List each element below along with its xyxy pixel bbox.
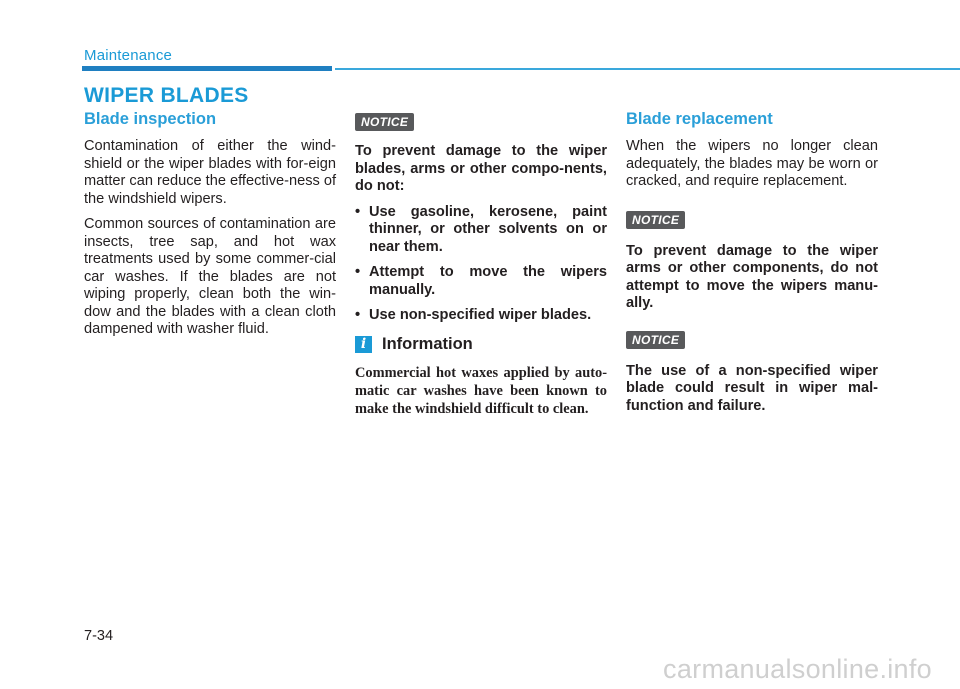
list-item: • Attempt to move the wipers manually. [355, 264, 607, 298]
list-item: • Use non-specified wiper blades. [355, 307, 592, 323]
notice-badge: NOTICE [626, 331, 685, 349]
watermark: carmanualsonline.info [663, 654, 932, 684]
page-number: 7-34 [84, 628, 114, 644]
bullet-icon: • [355, 203, 361, 220]
notice-badge: NOTICE [626, 211, 685, 229]
bullet-icon: • [355, 264, 361, 280]
notice-text: The use of a non-specified wiper blade could result in wiper mal-function and failure. [626, 362, 878, 414]
list-item: • Use gasoline, kerosene, paint thinner, or other solvents on or near them. [355, 203, 607, 255]
notice-text: To prevent damage to the wiper arms or other components, do not attempt to move the wipers manu-ally. [626, 242, 878, 311]
blade-inspection-heading: Blade inspection [84, 110, 217, 128]
information-header [355, 335, 607, 354]
replacement-paragraph: When the wipers no longer clean adequately, the blades may be worn or cracked, and require replacement. [626, 138, 878, 189]
info-icon: i [355, 336, 372, 353]
inspection-paragraph-2: Common sources of contamination are insects, tree sap, and hot wax treatments used by some commer-cial car washes. If the blades are not wiping properly, clean both the win-dow and the blades with a clean cloth dampened with washer fluid. [84, 216, 336, 337]
information-title: Information [382, 334, 473, 353]
page-title: WIPER BLADES [84, 84, 249, 107]
header-rule-dark [82, 66, 332, 71]
notice-bullet-list [355, 204, 607, 325]
blade-replacement-column [626, 110, 878, 415]
blade-replacement-heading: Blade replacement [626, 110, 773, 128]
header-rule-light [335, 68, 960, 70]
section-label: Maintenance [84, 47, 173, 64]
inspection-paragraph-1: Contamination of either the wind-shield or the wiper blades with for-eign matter can reduce the effective-ness of the windshield wipers. [84, 138, 337, 207]
notice-intro: To prevent damage to the wiper blades, arms or other compo-nents, do not: [355, 143, 607, 194]
information-text: Commercial hot waxes applied by auto-matic car washes have been known to make the windshield difficult to clean. [355, 364, 607, 417]
notice-column [355, 113, 607, 418]
blade-inspection-column [84, 110, 336, 339]
notice-badge: NOTICE [355, 113, 414, 131]
bullet-icon: • [355, 307, 361, 323]
